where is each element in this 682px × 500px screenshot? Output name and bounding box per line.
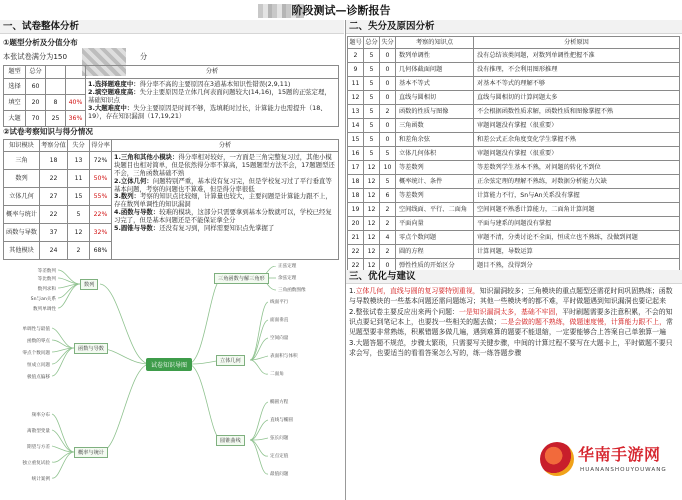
t1-row-type: 大题 [4, 111, 26, 127]
logo-mark-icon [540, 442, 574, 476]
t3-cell-reason: 计算问题，导数运算 [474, 245, 680, 259]
t3-cell-reason: 直线与圆相切的计算问题太多 [474, 91, 680, 105]
t3-cell-lost: 2 [380, 203, 396, 217]
t3-cell-reason: 和差公式正余角度变化学生掌握不熟 [474, 133, 680, 147]
mindmap-leaf: 等差数列 [37, 269, 56, 274]
t3-cell-no: 17 [348, 161, 364, 175]
t3-cell-no: 11 [348, 77, 364, 91]
suggestion-item: 2.整张试卷主要反应出来两个问题：一是知识漏洞太多，基础不牢固，平时刷题需要多注意积累，不会的知识点要记到笔记本上，也要找一些相关的题去做；二是会做的题不熟练，做题速度慢，计算能力跟不上，常见题型要非常熟练，积累错题多做几遍，遇到难算的题要不能退缩，一定要能够合上答案自己单独算一遍 [349, 308, 673, 336]
total-score-line: 本张试卷满分为150 [3, 52, 68, 61]
t3-cell-no: 15 [348, 133, 364, 147]
t1-analysis-cell: 1.选择题难度中：得分率不高的主要原因在3道基本知识性错误(2,9,11) 2.填空题难度高：失分主要原因是立体几何表面问题较大(14,16)，15题的正弦定理，基础知识点 3.大题难度中：失分主要原因是时间不够，选填耗时过长，计算能力也需提升（18、19），存在知识漏洞（17,19,21） [86, 79, 339, 127]
t2-row-lost: 13 [68, 152, 90, 170]
logo-subtitle: HUANANSHOUYOUWANG [580, 467, 667, 473]
t3-cell-reason: 计算能力不行，Sn与An关系没有掌握 [474, 189, 680, 203]
t2-row-rate: 68% [90, 242, 112, 260]
knowledge-score-subtitle: ②试卷考察知识与得分情况 [3, 127, 93, 136]
t3-cell-score: 12 [364, 217, 380, 231]
t3-cell-no: 22 [348, 245, 364, 259]
table-row [348, 119, 680, 133]
t3-cell-point: 等差数列 [396, 161, 474, 175]
table-row [348, 231, 680, 245]
mindmap-branch: 立体几何 [216, 355, 245, 366]
table-row [348, 245, 680, 259]
t3-cell-point: 直线与圆相切 [396, 91, 474, 105]
t3-header-lost: 失分 [380, 37, 396, 49]
knowledge-score-table [3, 139, 339, 260]
t3-cell-point: 三角函数 [396, 119, 474, 133]
mindmap-leaf: 频率分布 [31, 413, 50, 418]
t3-cell-no: 13 [348, 105, 364, 119]
t3-cell-lost: 0 [380, 77, 396, 91]
t2-row-score: 22 [40, 206, 68, 224]
t3-cell-no: 19 [348, 203, 364, 217]
t3-cell-point: 平面向量 [396, 217, 474, 231]
t2-header-rate: 得分率 [90, 140, 112, 152]
suggestion-item: 1.立体几何，直线与圆的复习要特别重视，知识漏洞较多；三角模块的重点题型还需花时间巩固熟练；函数与导数模块的一些基本问题还需问题练习；其他一些模块考的都不难，平时做题遇到知识漏洞也要记起来 [349, 287, 673, 305]
mindmap-leaf: 零点个数问题 [22, 351, 50, 356]
table-row [348, 175, 680, 189]
t3-cell-reason: 正余弦定理的理解不熟练，对数据分析能力欠缺 [474, 175, 680, 189]
t1-row-score: 20 [26, 95, 46, 111]
t2-header-score: 考察分值 [40, 140, 68, 152]
t2-row-lost: 5 [68, 206, 90, 224]
t3-cell-no: 16 [348, 147, 364, 161]
t2-row-rate: 72% [90, 152, 112, 170]
t2-row-rate: 50% [90, 170, 112, 188]
t2-header-module: 知识模块 [4, 140, 40, 152]
t3-cell-lost: 2 [380, 245, 396, 259]
mindmap-leaf: 期望与方差 [27, 445, 50, 450]
t1-header-analysis: 分析 [86, 66, 339, 79]
t3-cell-score: 5 [364, 133, 380, 147]
t3-cell-score: 12 [364, 161, 380, 175]
mindmap-leaf: 统计案例 [31, 477, 50, 482]
t1-row-score: 70 [26, 111, 46, 127]
t3-cell-no: 9 [348, 63, 364, 77]
t3-cell-reason: 审题不清，分类讨论不全面，恒成立也不熟练，没做到问题 [474, 231, 680, 245]
t3-cell-no: 18 [348, 189, 364, 203]
t1-row-type: 选择 [4, 79, 26, 95]
t3-cell-no: 12 [348, 91, 364, 105]
mindmap-leaf: 恒成立问题 [27, 363, 50, 368]
t3-cell-point: 圆的方程 [396, 245, 474, 259]
t3-cell-point: 零点个数问题 [396, 231, 474, 245]
t2-header-analysis: 分析 [112, 140, 339, 152]
t2-analysis-cell: 1.三角和其他小模块：得分率相对较好，一方面是三角完整复习过，其他小模块题目也相对简单，但是依然得分率不算高，15题题型方法不会，17题题型还不会，三角函数基础不熟 2.立体几何：问题特别严重，基本没有复习完，但是学校复习过了平行垂直等基本问题，考察的问题也不算难，但是得分率很低 3.数列：考察的知识点比较细，计算量也较大，主要问题是计算能力跟不上，存在数列单调性的知识漏洞 4.函数与导数：较难的模块，这部分只需要拿到基本分数就可以，学校已经复习完了，但是基本问题还是不能保证拿全分 5.圆锥与导数：还没有复习到，同样需要知识点先掌握了 [112, 152, 339, 260]
t3-cell-point: 几何体截面问题 [396, 63, 474, 77]
table-row [348, 133, 680, 147]
t3-cell-score: 5 [364, 91, 380, 105]
mindmap-leaf: 正弦定理 [278, 264, 297, 269]
mindmap-branch: 三角函数与解三角形 [214, 273, 269, 284]
t3-cell-score: 5 [364, 105, 380, 119]
t3-cell-no: 22 [348, 259, 364, 273]
table-row [348, 77, 680, 91]
t2-row-module: 立体几何 [4, 188, 40, 206]
mindmap-leaf: 单调性与最值 [22, 327, 50, 332]
t2-row-module: 概率与统计 [4, 206, 40, 224]
t3-cell-reason: 题目不熟，没得到分 [474, 259, 680, 273]
t3-cell-lost: 0 [380, 63, 396, 77]
mindmap-leaf: 面面垂直 [270, 318, 289, 323]
mindmap-leaf: 空间向量 [270, 336, 289, 341]
t3-cell-lost: 5 [380, 175, 396, 189]
t3-cell-lost: 0 [380, 91, 396, 105]
t3-cell-point: 数列单调性 [396, 49, 474, 63]
suggestion-item: 3.大题答题不规范，步骤太繁琐，只需要写关键步骤，中间的计算过程不要写在大题卡上，平时做题不要只求会写，也要适当的看看答案怎么写的，练一练答题步骤 [349, 339, 673, 357]
mindmap-leaf: 线面平行 [270, 300, 289, 305]
t3-cell-score: 5 [364, 119, 380, 133]
t2-row-score: 37 [40, 224, 68, 242]
table-row [348, 105, 680, 119]
t3-cell-point: 函数的性质与图像 [396, 105, 474, 119]
t1-header-c4 [66, 66, 86, 79]
section-suggestions-title: 三、优化与建议 [346, 270, 682, 284]
table-row [348, 217, 680, 231]
t3-cell-point: 概率统计、条件 [396, 175, 474, 189]
mindmap-leaf: 椭圆方程 [270, 400, 289, 405]
t3-header-no: 题号 [348, 37, 364, 49]
t2-row-rate: 22% [90, 206, 112, 224]
t3-cell-point: 弹性性质的开始区分 [396, 259, 474, 273]
mindmap-leaf: 表面积与体积 [270, 354, 298, 359]
mindmap-leaf: 等比数列 [37, 277, 56, 282]
question-type-table [3, 65, 339, 127]
mindmap-leaf: 极值点偏移 [27, 375, 50, 380]
t3-cell-point: 立体几何体积 [396, 147, 474, 161]
t2-row-score: 27 [40, 188, 68, 206]
t2-row-lost: 12 [68, 224, 90, 242]
t2-row-module: 其他模块 [4, 242, 40, 260]
t3-cell-score: 12 [364, 231, 380, 245]
mindmap-leaf: 二面角 [270, 372, 284, 377]
t3-cell-lost: 2 [380, 105, 396, 119]
t3-cell-no: 21 [348, 231, 364, 245]
t2-row-lost: 11 [68, 170, 90, 188]
mindmap-center-node: 试卷知识导图 [146, 358, 192, 371]
mindmap-leaf: 余弦定理 [278, 276, 297, 281]
table-row [348, 161, 680, 175]
t2-row-score: 22 [40, 170, 68, 188]
t2-row-rate: 32% [90, 224, 112, 242]
t3-cell-lost: 0 [380, 133, 396, 147]
t3-cell-lost: 0 [380, 119, 396, 133]
site-logo [540, 437, 678, 497]
t2-row-rate: 55% [90, 188, 112, 206]
t2-row-module: 数列 [4, 170, 40, 188]
t3-cell-reason: 等差数列学生基本不熟，对问题的转化不到位 [474, 161, 680, 175]
mindmap-leaf: 函数的零点 [27, 339, 50, 344]
t3-header-point: 考察的知识点 [396, 37, 474, 49]
t3-cell-lost: 0 [380, 259, 396, 273]
table-row [348, 49, 680, 63]
mindmap-branch: 圆锥曲线 [216, 435, 245, 446]
t3-cell-score: 5 [364, 63, 380, 77]
t3-cell-score: 12 [364, 245, 380, 259]
t1-header-type: 题型 [4, 66, 26, 79]
section-loss-analysis-title: 二、失分及原因分析 [346, 20, 682, 34]
t1-row-c4: 36% [66, 111, 86, 127]
t1-row-c4: 40% [66, 95, 86, 111]
t2-row-lost: 15 [68, 188, 90, 206]
t3-cell-reason: 审题问题没有掌握（很重要） [474, 119, 680, 133]
t3-cell-reason: 空间问题不熟悉计算能力，二面角计算问题 [474, 203, 680, 217]
t3-cell-lost: 0 [380, 49, 396, 63]
t3-cell-no: 2 [348, 49, 364, 63]
mindmap-leaf: 弦长问题 [270, 436, 289, 441]
mindmap-leaf: 数列求和 [37, 287, 56, 292]
t3-cell-reason: 对基本不等式的理解不够 [474, 77, 680, 91]
mindmap-leaf: 最值问题 [270, 472, 289, 477]
t1-header-score: 总分 [26, 66, 46, 79]
t1-row-c3: 25 [46, 111, 66, 127]
t3-cell-point: 和差角余弦 [396, 133, 474, 147]
mindmap-leaf: 定点定值 [270, 454, 289, 459]
mindmap-leaf: 独立重复试验 [22, 461, 50, 466]
table-row [348, 203, 680, 217]
t3-cell-score: 12 [364, 259, 380, 273]
section-overall-analysis-title: 一、试卷整体分析 [0, 20, 344, 34]
t3-cell-lost: 10 [380, 161, 396, 175]
t1-row-c3: 8 [46, 95, 66, 111]
mindmap-leaf: 三角函数图像 [278, 288, 306, 293]
mindmap-leaf: 数列单调性 [33, 307, 56, 312]
table-row [348, 91, 680, 105]
t3-cell-score: 5 [364, 77, 380, 91]
t2-row-module: 三角 [4, 152, 40, 170]
t3-cell-point: 基本不等式 [396, 77, 474, 91]
suggestions-list [349, 287, 679, 361]
t3-cell-lost: 2 [380, 217, 396, 231]
t3-cell-no: 18 [348, 175, 364, 189]
total-score-suffix: 分 [140, 52, 148, 61]
mindmap-branch: 概率与统计 [74, 447, 108, 458]
table-row [348, 63, 680, 77]
mindmap-branch: 函数与导数 [74, 343, 108, 354]
t2-row-score: 24 [40, 242, 68, 260]
t3-cell-no: 20 [348, 217, 364, 231]
mindmap-leaf: Sn与an关系 [30, 297, 56, 302]
t3-cell-score: 5 [364, 147, 380, 161]
t3-header-reason: 分析原因 [474, 37, 680, 49]
logo-name: 华南手游网 [578, 445, 661, 464]
loss-analysis-table [347, 36, 680, 273]
column-divider [345, 20, 346, 500]
t3-cell-reason: 平面与建系的问题没有掌握 [474, 217, 680, 231]
t3-cell-reason: 审题问题没有掌握（很重要） [474, 147, 680, 161]
t1-row-c3 [46, 79, 66, 95]
table-row [348, 147, 680, 161]
t3-cell-lost: 4 [380, 231, 396, 245]
t2-row-module: 函数与导数 [4, 224, 40, 242]
t1-header-c3 [46, 66, 66, 79]
t3-cell-point: 空间线面、平行、二面角 [396, 203, 474, 217]
t3-cell-score: 12 [364, 189, 380, 203]
mindmap-branch: 数列 [80, 279, 98, 290]
t2-row-lost: 2 [68, 242, 90, 260]
t2-row-score: 18 [40, 152, 68, 170]
t3-header-score: 总分 [364, 37, 380, 49]
t3-cell-reason: 没有推理，不会利用图形推理 [474, 63, 680, 77]
t1-row-type: 填空 [4, 95, 26, 111]
t1-row-score: 60 [26, 79, 46, 95]
t3-cell-score: 5 [364, 49, 380, 63]
t3-cell-lost: 5 [380, 147, 396, 161]
t3-cell-reason: 不会根据函数性质求解，函数性质和图像掌握不熟 [474, 105, 680, 119]
mindmap-leaf: 直线与椭圆 [270, 418, 293, 423]
report-title: 阶段测试—诊断报告 [291, 4, 391, 17]
t2-header-lost: 失分 [68, 140, 90, 152]
t3-cell-score: 12 [364, 203, 380, 217]
mindmap-leaf: 离散型变量 [27, 429, 50, 434]
t3-cell-reason: 没有总结该类问题，对数列单调性把握不准 [474, 49, 680, 63]
t3-cell-point: 等差数列 [396, 189, 474, 203]
t3-cell-no: 14 [348, 119, 364, 133]
question-type-subtitle: ①题型分析及分值分布 [3, 38, 78, 47]
t1-row-c4 [66, 79, 86, 95]
t3-cell-score: 12 [364, 175, 380, 189]
table-row [348, 189, 680, 203]
t3-cell-lost: 6 [380, 189, 396, 203]
